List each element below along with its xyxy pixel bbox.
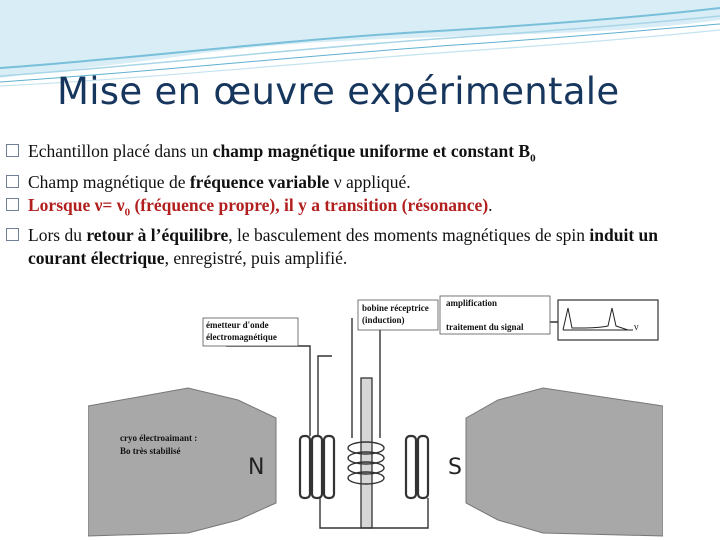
- bullet-item: [6, 194, 706, 225]
- coil-label-line2: (induction): [362, 315, 405, 325]
- amp-label-line2: traitement du signal: [446, 322, 524, 332]
- sample-tube: [361, 378, 372, 528]
- bullet-bold: retour à l’équilibre: [86, 225, 229, 245]
- square-bullet-icon: [6, 198, 19, 211]
- bullet-text: , enregistré, puis amplifié.: [164, 248, 348, 268]
- bullet-bold-red: (fréquence propre), il y a transition (résonance): [130, 194, 489, 215]
- amp-label-line1: amplification: [446, 298, 497, 308]
- emitter-label-line1: émetteur d'onde: [206, 320, 269, 330]
- right-coil: [406, 436, 428, 498]
- south-pole-label: S: [448, 455, 462, 480]
- bullet-item: [6, 224, 706, 270]
- bottom-wire: [320, 498, 428, 528]
- bullet-list: [6, 140, 706, 270]
- bullet-text: Echantillon placé dans un: [28, 141, 213, 161]
- bullet-subscript: 0: [124, 206, 131, 218]
- square-bullet-icon: [6, 144, 19, 157]
- spectrum-axis-label: ν: [634, 322, 639, 333]
- north-pole-label: N: [248, 455, 265, 480]
- bullet-bold-red: Lorsque ν= ν: [28, 194, 125, 215]
- bullet-bold: fréquence variable: [189, 171, 330, 192]
- slide-title: Mise en œuvre expérimentale: [57, 70, 620, 113]
- square-bullet-icon: [6, 175, 19, 188]
- bullet-bold: champ magnétique uniforme et constant B: [212, 141, 531, 161]
- emitter-label-line2: électromagnétique: [206, 332, 277, 342]
- bullet-text: ν appliqué.: [329, 171, 411, 192]
- left-coil: [300, 436, 334, 498]
- spectrum-box: [558, 300, 658, 340]
- coil-label-line1: bobine réceptrice: [362, 303, 429, 313]
- bullet-subscript: 0: [530, 152, 536, 165]
- nmr-apparatus-diagram: [88, 278, 663, 538]
- square-bullet-icon: [6, 228, 19, 241]
- cryo-label-line2: Bo très stabilisé: [120, 446, 181, 456]
- bullet-text: , le basculement des moments magnétiques de spin: [228, 225, 590, 245]
- bullet-text: Champ magnétique de: [28, 171, 190, 192]
- bullet-text: Lors du: [28, 225, 87, 245]
- magnet-pole-south: [466, 388, 663, 536]
- bullet-bold: induit un courant électrique: [28, 225, 658, 268]
- cryo-label-line1: cryo électroaimant :: [120, 433, 198, 443]
- bullet-item: [6, 140, 706, 171]
- bullet-text: .: [488, 194, 493, 215]
- bullet-item: [6, 171, 706, 194]
